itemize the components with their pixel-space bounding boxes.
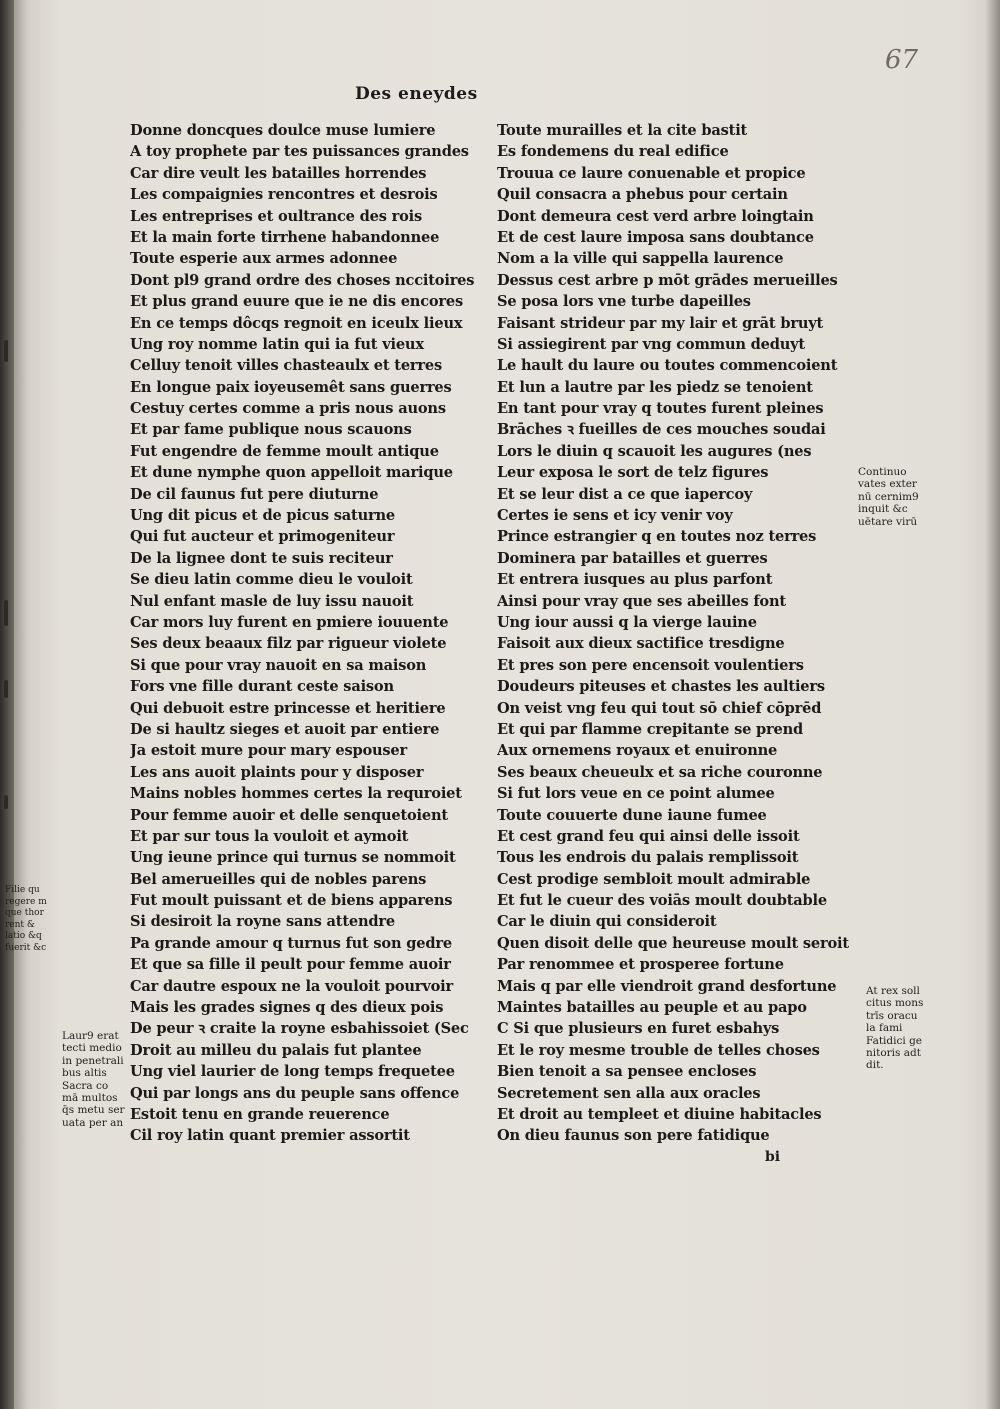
verse-line: Qui par longs ans du peuple sans offence <box>130 1084 460 1102</box>
edge-mark <box>4 600 8 626</box>
verse-line: Maintes batailles au peuple et au papo <box>497 999 807 1017</box>
verse-line: Ung iour aussi q la vierge lauine <box>497 613 757 631</box>
verse-line: C Si que plusieurs en furet esbahys <box>497 1020 780 1038</box>
margin-note-line: bus altis <box>62 1067 107 1080</box>
verse-line: Secretement sen alla aux oracles <box>497 1084 761 1102</box>
verse-line: Aux ornemens royaux et enuironne <box>497 742 778 760</box>
margin-note-line: nū cernim9 <box>858 490 919 503</box>
margin-note-line: At rex soll <box>866 985 920 997</box>
running-head: Des eneydes <box>355 84 478 104</box>
verse-line: Si desiroit la royne sans attendre <box>130 913 395 931</box>
verse-line: Ainsi pour vray que ses abeilles font <box>497 592 786 610</box>
verse-line: De si haultz sieges et auoit par entiere <box>130 720 440 738</box>
verse-line: On veist vng feu qui tout sō chief cōprēd <box>497 699 822 717</box>
margin-note-line: vates exter <box>858 478 917 491</box>
margin-note-line: dit. <box>866 1059 884 1072</box>
verse-line: De peur ꝛ craite la royne esbahissoiet (Sec <box>130 1020 469 1038</box>
verse-line: Ung viel laurier de long temps frequetee <box>130 1063 455 1081</box>
verse-line: Et de cest laure imposa sans doubtance <box>497 228 814 246</box>
verse-line: De cil faunus fut pere diuturne <box>130 485 379 503</box>
verse-line: Faisoit aux dieux sactifice tresdigne <box>497 635 785 653</box>
verse-line: Et que sa fille il peult pour femme auoir <box>130 956 451 974</box>
catchword: bi <box>765 1149 781 1165</box>
verse-line: Si assiegirent par vng commun deduyt <box>497 335 805 353</box>
verse-line: Ung roy nomme latin qui ia fut vieux <box>130 335 424 353</box>
verse-line: Si que pour vray nauoit en sa maison <box>130 656 427 674</box>
verse-line: Le hault du laure ou toutes commencoient <box>497 357 838 375</box>
verse-line: Dont demeura cest verd arbre loingtain <box>497 207 814 225</box>
verse-line: Bien tenoit a sa pensee encloses <box>497 1063 757 1081</box>
verse-line: Mains nobles hommes certes la requroiet <box>130 785 462 803</box>
verse-line: Les compaignies rencontres et desrois <box>130 186 438 204</box>
verse-line: Et lun a lautre par les piedz se tenoient <box>497 378 813 396</box>
verse-line: Toute couuerte dune iaune fumee <box>497 806 767 824</box>
verse-line: Et cest grand feu qui ainsi delle issoit <box>497 827 800 845</box>
verse-line: Dessus cest arbre p mōt grādes merueilles <box>497 271 838 289</box>
margin-note-line: nitoris adt <box>866 1047 921 1060</box>
margin-note-laur <box>62 1030 142 1129</box>
margin-note-line: uētare virū <box>858 515 918 528</box>
verse-line: Et entrera iusques au plus parfont <box>497 571 773 589</box>
verse-line: A toy prophete par tes puissances grandes <box>130 143 469 161</box>
margin-note-line: Fatidici ge <box>866 1034 923 1047</box>
verse-line: Par renommee et prosperee fortune <box>497 956 784 974</box>
margin-note-line: rent & <box>5 919 35 930</box>
verse-line: Donne doncques doulce muse lumiere <box>130 122 436 139</box>
verse-line: Brāches ꝛ fueilles de ces mouches soudai <box>497 421 826 439</box>
verse-line: Cestuy certes comme a pris nous auons <box>130 400 446 418</box>
margin-note-line: mā multos <box>62 1092 118 1105</box>
verse-line: En longue paix ioyeusemêt sans guerres <box>130 378 452 396</box>
right-text-column <box>497 120 857 1147</box>
verse-line: Leur exposa le sort de telz figures <box>497 464 769 482</box>
book-gutter <box>0 0 14 1409</box>
margin-note-line: que thor <box>5 908 44 918</box>
verse-line: Et par fame publique nous scauons <box>130 421 412 439</box>
left-text-column <box>130 120 490 1147</box>
verse-line: Se posa lors vne turbe dapeilles <box>497 293 751 311</box>
verse-line: Se dieu latin comme dieu le vouloit <box>130 571 413 589</box>
verse-line: Car dire veult les batailles horrendes <box>130 164 427 182</box>
verse-line: Et droit au templeet et diuine habitacles <box>497 1105 822 1123</box>
verse-line: Et par sur tous la vouloit et aymoit <box>130 827 409 845</box>
edge-mark <box>4 795 8 809</box>
verse-line: Fut engendre de femme moult antique <box>130 442 439 460</box>
verse-line: Car mors luy furent en pmiere iouuente <box>130 613 449 631</box>
verse-line: Mais q par elle viendroit grand desfortune <box>497 977 837 995</box>
verse-line: Si fut lors veue en ce point alumee <box>497 785 775 803</box>
margin-note-line: q̄s metu ser <box>62 1104 125 1117</box>
edge-mark <box>4 340 8 362</box>
verse-line: Certes ie sens et icy venir voy <box>497 507 733 525</box>
margin-note-line: Filie qu <box>5 885 40 895</box>
verse-line: Estoit tenu en grande reuerence <box>130 1105 390 1123</box>
margin-note-line: citus mons <box>866 997 924 1010</box>
verse-line: Cil roy latin quant premier assortit <box>130 1127 410 1145</box>
margin-note-line: inquit &c <box>858 503 908 516</box>
verse-line: Droit au milleu du palais fut plantee <box>130 1041 422 1059</box>
verse-line: Qui fut aucteur et primogeniteur <box>130 528 395 546</box>
verse-line: Fut moult puissant et de biens apparens <box>130 892 453 910</box>
margin-note-line: Laur9 erat <box>62 1030 119 1042</box>
verse-line: Et la main forte tirrhene habandonnee <box>130 228 440 246</box>
verse-line: Prince estrangier q en toutes noz terres <box>497 528 817 546</box>
margin-note-line: Continuo <box>858 466 907 478</box>
verse-line: Faisant strideur par my lair et grāt bruyt <box>497 314 824 332</box>
verse-line: Quil consacra a phebus pour certain <box>497 186 788 204</box>
verse-line: Mais les grades signes q des dieux pois <box>130 999 444 1017</box>
edge-mark <box>4 680 8 698</box>
verse-line: Car dautre espoux ne la vouloit pourvoir <box>130 977 453 995</box>
verse-line: Pour femme auoir et delle senquetoient <box>130 806 448 824</box>
verse-line: On dieu faunus son pere fatidique <box>497 1127 770 1145</box>
verse-line: Qui debuoit estre princesse et heritiere <box>130 699 446 717</box>
margin-note-continuo <box>858 466 940 528</box>
margin-note-line: uata per an <box>62 1116 124 1129</box>
verse-line: Et qui par flamme crepitante se prend <box>497 720 804 738</box>
verse-line: Ses beaux cheueulx et sa riche couronne <box>497 763 823 781</box>
verse-line: Cest prodige sembloit moult admirable <box>497 870 811 888</box>
verse-line: Nul enfant masle de luy issu nauoit <box>130 592 414 610</box>
verse-line: Trouua ce laure conuenable et propice <box>497 164 806 182</box>
verse-line: Car le diuin qui consideroit <box>497 913 717 931</box>
verse-line: Ung ieune prince qui turnus se nommoit <box>130 849 456 867</box>
verse-line: Dominera par batailles et guerres <box>497 549 768 567</box>
margin-note-line: regere m <box>5 896 47 907</box>
verse-line: Les entreprises et oultrance des rois <box>130 207 422 225</box>
verse-line: Ung dit picus et de picus saturne <box>130 507 395 525</box>
verse-line: Bel amerueilles qui de nobles parens <box>130 870 427 888</box>
verse-line: Es fondemens du real edifice <box>497 143 729 161</box>
verse-line: Et le roy mesme trouble de telles choses <box>497 1041 820 1059</box>
verse-line: Et se leur dist a ce que iapercoy <box>497 485 753 503</box>
verse-line: Et fut le cueur des voiās moult doubtable <box>497 892 827 910</box>
margin-note-line: trīs oracu <box>866 1009 918 1022</box>
margin-note-line: Sacra co <box>62 1079 109 1092</box>
verse-line: Dont pl9 grand ordre des choses nccitoires <box>130 271 475 289</box>
margin-note-line: tecti medio <box>62 1042 122 1055</box>
verse-line: Fors vne fille durant ceste saison <box>130 678 394 696</box>
margin-note-filie <box>5 885 47 954</box>
verse-line: Ses deux beaaux filz par rigueur violete <box>130 635 447 653</box>
margin-note-line: la fami <box>866 1022 903 1035</box>
margin-note-line: latio &q <box>5 931 42 941</box>
verse-line: Nom a la ville qui sappella laurence <box>497 250 784 268</box>
margin-note-line: fuerit &c <box>5 942 47 953</box>
verse-line: Lors le diuin q scauoit les augures (nes <box>497 442 812 460</box>
verse-line: De la lignee dont te suis reciteur <box>130 549 393 567</box>
verse-line: Pa grande amour q turnus fut son gedre <box>130 934 452 952</box>
verse-line: Et dune nymphe quon appelloit marique <box>130 464 453 482</box>
verse-line: Quen disoit delle que heureuse moult seroit <box>497 934 849 952</box>
verse-line: En ce temps dôcqs regnoit en iceulx lieux <box>130 314 463 332</box>
verse-line: Les ans auoit plaints pour y disposer <box>130 763 424 781</box>
verse-line: Tous les endrois du palais remplissoit <box>497 849 799 867</box>
verse-line: Celluy tenoit villes chasteaulx et terres <box>130 357 442 375</box>
folio-number: 67 <box>885 45 919 75</box>
verse-line: Et plus grand euure que ie ne dis encores <box>130 293 464 311</box>
verse-line: Et pres son pere encensoit voulentiers <box>497 656 804 674</box>
verse-line: Doudeurs piteuses et chastes les aultiers <box>497 678 825 696</box>
margin-note-rex <box>866 985 950 1072</box>
margin-note-line: in penetrali <box>62 1054 124 1067</box>
verse-line: Toute esperie aux armes adonnee <box>130 250 398 268</box>
verse-line: Toute murailles et la cite bastit <box>497 122 748 139</box>
verse-line: Ja estoit mure pour mary espouser <box>130 742 407 760</box>
verse-line: En tant pour vray q toutes furent pleines <box>497 400 824 418</box>
